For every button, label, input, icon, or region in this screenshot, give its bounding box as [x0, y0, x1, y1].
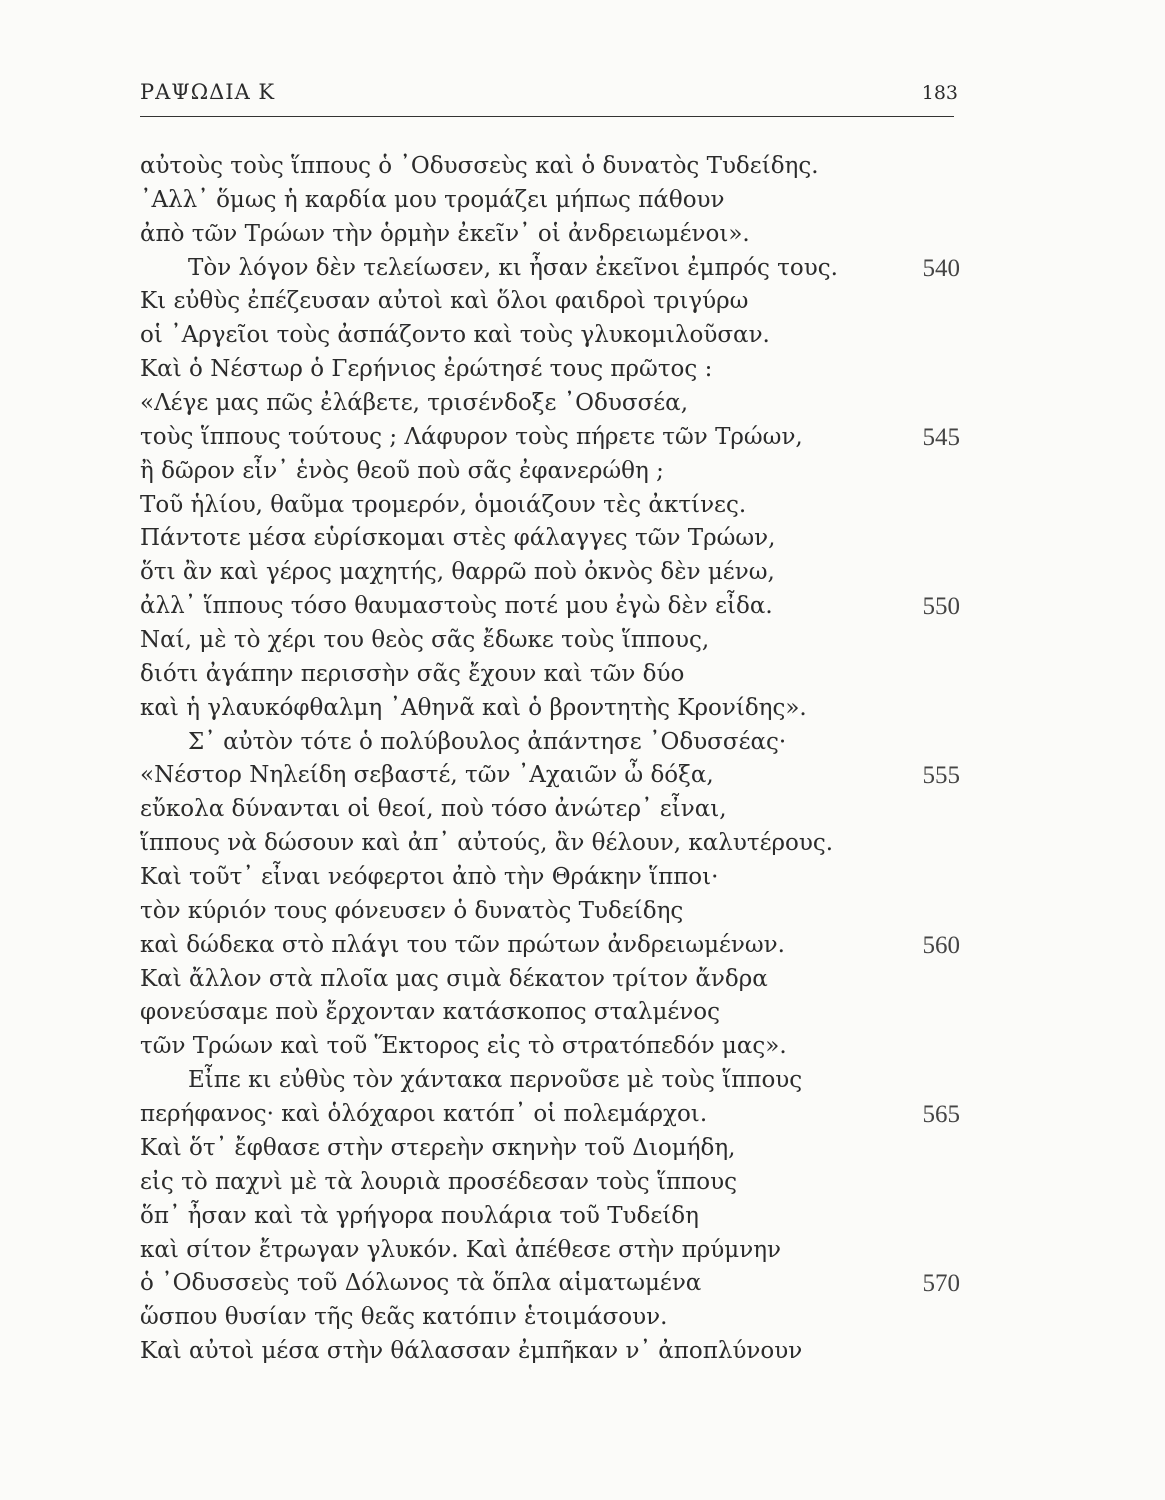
line-number: 565	[922, 1101, 960, 1129]
verse-text: Εἶπε κι εὐθὺς τὸν χάντακα περνοῦσε μὲ τοὺς ἵππους	[188, 1067, 803, 1094]
verse-line	[140, 1030, 960, 1064]
verse-line	[140, 1200, 960, 1234]
verse-text: ὅτι ἂν καὶ γέρος μαχητής, θαρρῶ ποὺ ὀκνὸς δὲν μένω,	[140, 559, 775, 586]
verse-text: αὐτοὺς τοὺς ἵππους ὁ ᾿Οδυσσεὺς καὶ ὁ δυνατὸς Τυδείδης.	[140, 153, 819, 179]
verse-text: ἀλλ᾿ ἵππους τόσο θαυμαστοὺς ποτέ μου ἐγὼ δὲν εἶδα.	[140, 593, 773, 620]
verse-text: Πάντοτε μέσα εὑρίσκομαι στὲς φάλαγγες τῶν Τρώων,	[140, 525, 776, 552]
verse-text: ἢ δῶρον εἶν᾿ ἑνὸς θεοῦ ποὺ σᾶς ἐφανερώθη ;	[140, 457, 664, 484]
verse-line	[140, 489, 960, 523]
verse-text: «Λέγε μας πῶς ἐλάβετε, τρισένδοξε ᾿Οδυσσέα,	[140, 390, 689, 417]
verse-text: Καὶ αὐτοὶ μέσα στὴν θάλασσαν ἐμπῆκαν ν᾿ ἀποπλύνουν	[140, 1338, 803, 1365]
verse-text: ᾿Αλλ᾿ ὅμως ἡ καρδία μου τρομάζει μήπως πάθουν	[140, 186, 725, 213]
verse-line	[140, 556, 960, 590]
verse-text: εὔκολα δύνανται οἱ θεοί, ποὺ τόσο ἀνώτερ᾿ εἶναι,	[140, 796, 727, 823]
verse-text: ἵππους νὰ δώσουν καὶ ἀπ᾿ αὐτούς, ἂν θέλουν, καλυτέρους.	[140, 830, 834, 857]
verse-line	[140, 1064, 960, 1098]
verse-line	[140, 726, 960, 760]
chapter-title: ΡΑΨΩΔΙΑ Κ	[140, 80, 276, 104]
verse-line	[140, 150, 960, 184]
verse-line	[140, 624, 960, 658]
verse-text: Καὶ ἄλλον στὰ πλοῖα μας σιμὰ δέκατον τρίτον ἄνδρα	[140, 965, 768, 992]
verse-text: ὅπ᾿ ἦσαν καὶ τὰ γρήγορα πουλάρια τοῦ Τυδείδη	[140, 1202, 699, 1229]
verse-text: τῶν Τρώων καὶ τοῦ Ἕκτορος εἰς τὸ στρατόπεδόν μας».	[140, 1033, 787, 1060]
line-number: 545	[922, 423, 960, 451]
verse-block	[140, 150, 960, 1369]
verse-text: Τοῦ ἡλίου, θαῦμα τρομερόν, ὁμοιάζουν τὲς ἀκτίνες.	[140, 491, 747, 518]
verse-line	[140, 1335, 960, 1369]
verse-line	[140, 218, 960, 252]
verse-text: καὶ σίτον ἔτρωγαν γλυκόν. Καὶ ἀπέθεσε στὴν πρύμνην	[140, 1236, 781, 1263]
verse-text: τὸν κύριόν τους φόνευσεν ὁ δυνατὸς Τυδείδης	[140, 897, 684, 924]
running-header	[140, 80, 958, 114]
verse-line	[140, 455, 960, 489]
verse-text: Σ᾿ αὐτὸν τότε ὁ πολύβουλος ἀπάντησε ᾿Οδυσσέας·	[188, 728, 787, 755]
verse-line	[140, 861, 960, 895]
verse-line	[140, 692, 960, 726]
verse-text: διότι ἀγάπην περισσὴν σᾶς ἔχουν καὶ τῶν δύο	[140, 660, 685, 687]
line-number: 555	[922, 762, 960, 790]
verse-line	[140, 793, 960, 827]
verse-line	[140, 963, 960, 997]
verse-line	[140, 353, 960, 387]
verse-line	[140, 522, 960, 556]
verse-text: «Νέστορ Νηλείδη σεβαστέ, τῶν ᾿Αχαιῶν ὦ δόξα,	[140, 762, 714, 789]
verse-line	[140, 895, 960, 929]
line-number: 550	[922, 593, 960, 621]
page-number: 183	[921, 82, 958, 104]
line-number: 540	[922, 254, 960, 282]
verse-text: Καὶ ὁ Νέστωρ ὁ Γερήνιος ἐρώτησέ τους πρῶτος :	[140, 356, 713, 383]
verse-text: τοὺς ἵππους τούτους ; Λάφυρον τοὺς πήρετε τῶν Τρώων,	[140, 423, 803, 450]
verse-line	[140, 1234, 960, 1268]
line-number: 560	[922, 931, 960, 959]
verse-text: καὶ ἡ γλαυκόφθαλμη ᾿Αθηνᾶ καὶ ὁ βροντητὴς Κρονίδης».	[140, 694, 807, 721]
verse-line	[140, 421, 960, 455]
verse-line	[140, 929, 960, 963]
header-rule	[140, 116, 954, 117]
verse-line	[140, 252, 960, 286]
verse-line	[140, 1267, 960, 1301]
verse-text: Κι εὐθὺς ἐπέζευσαν αὐτοὶ καὶ ὅλοι φαιδροὶ τριγύρω	[140, 288, 749, 315]
verse-line	[140, 319, 960, 353]
verse-line	[140, 590, 960, 624]
verse-line	[140, 759, 960, 793]
verse-line	[140, 1166, 960, 1200]
verse-text: ὁ ᾿Οδυσσεὺς τοῦ Δόλωνος τὰ ὅπλα αἱματωμένα	[140, 1270, 702, 1297]
verse-text: φονεύσαμε ποὺ ἔρχονταν κατάσκοπος σταλμένος	[140, 999, 721, 1026]
verse-line	[140, 184, 960, 218]
verse-line	[140, 658, 960, 692]
verse-line	[140, 1098, 960, 1132]
verse-line	[140, 996, 960, 1030]
verse-line	[140, 387, 960, 421]
verse-text: Ναί, μὲ τὸ χέρι του θεὸς σᾶς ἔδωκε τοὺς ἵππους,	[140, 627, 710, 654]
line-number: 570	[922, 1270, 960, 1298]
verse-text: Τὸν λόγον δὲν τελείωσεν, κι ἦσαν ἐκεῖνοι ἐμπρός τους.	[188, 254, 838, 281]
verse-text: καὶ δώδεκα στὸ πλάγι του τῶν πρώτων ἀνδρειωμένων.	[140, 931, 785, 958]
verse-text: ὥσπου θυσίαν τῆς θεᾶς κατόπιν ἑτοιμάσουν.	[140, 1304, 668, 1331]
verse-text: περήφανος· καὶ ὁλόχαροι κατόπ᾿ οἱ πολεμάρχοι.	[140, 1101, 708, 1128]
verse-text: Καὶ τοῦτ᾿ εἶναι νεόφερτοι ἀπὸ τὴν Θράκην ἵπποι·	[140, 864, 719, 891]
verse-text: ἀπὸ τῶν Τρώων τὴν ὁρμὴν ἐκεῖν᾿ οἱ ἀνδρειωμένοι».	[140, 220, 750, 247]
verse-line	[140, 827, 960, 861]
verse-text: εἰς τὸ παχνὶ μὲ τὰ λουριὰ προσέδεσαν τοὺς ἵππους	[140, 1168, 737, 1195]
verse-line	[140, 285, 960, 319]
verse-text: οἱ ᾿Αργεῖοι τοὺς ἀσπάζοντο καὶ τοὺς γλυκομιλοῦσαν.	[140, 322, 770, 349]
verse-text: Καὶ ὅτ᾿ ἔφθασε στὴν στερεὴν σκηνὴν τοῦ Διομήδη,	[140, 1134, 736, 1161]
verse-line	[140, 1132, 960, 1166]
verse-line	[140, 1301, 960, 1335]
